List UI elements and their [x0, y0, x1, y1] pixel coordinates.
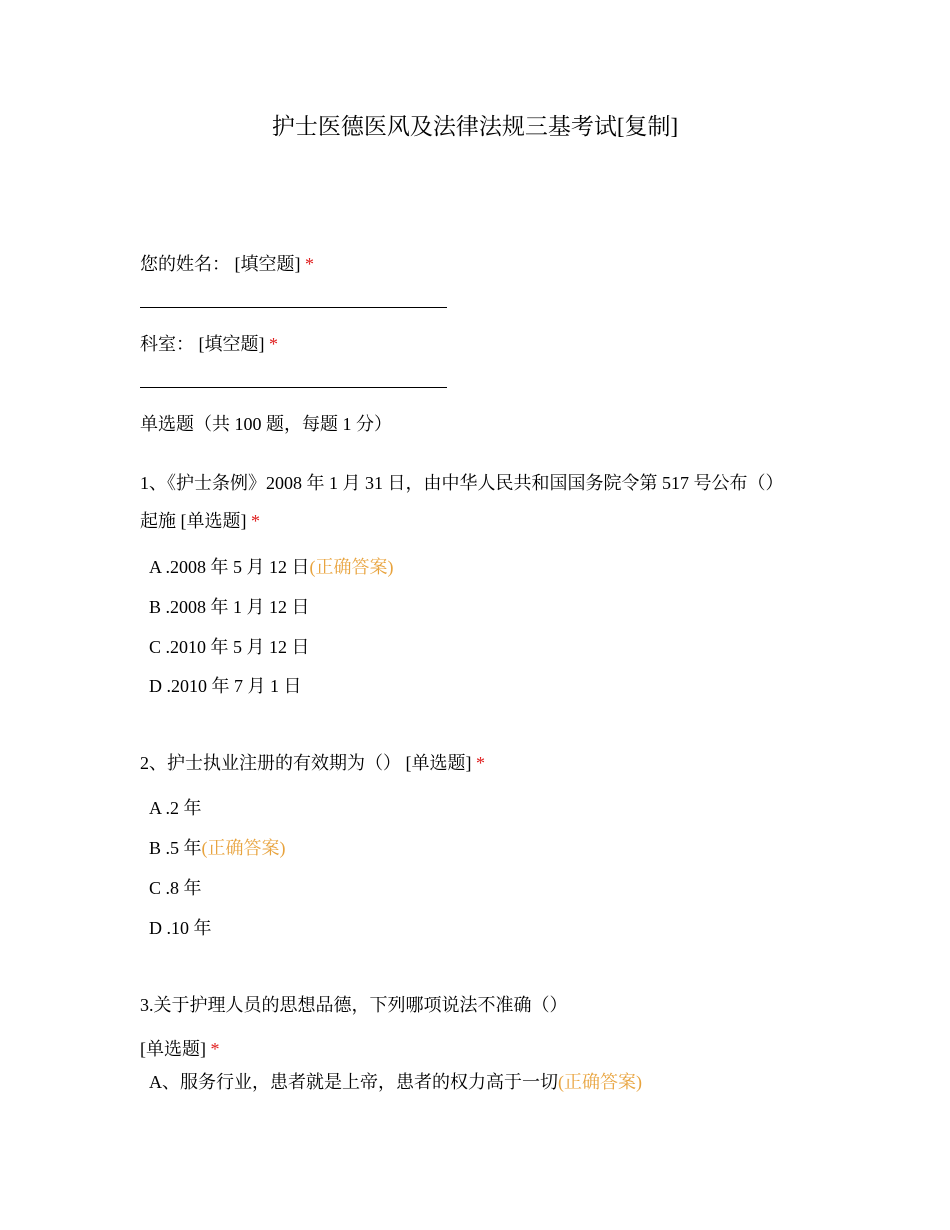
question-1-text-cont: [140, 508, 260, 534]
question-3-type-line: [140, 1036, 220, 1062]
field-dept-label: [140, 331, 278, 357]
field-name-type: [填空题]: [234, 254, 301, 274]
option-text: B .5 年: [149, 838, 202, 858]
question-1-option-c[interactable]: [149, 634, 310, 660]
question-3-option-a[interactable]: [149, 1069, 642, 1095]
question-2-type: [单选题]: [405, 753, 472, 773]
required-mark: *: [269, 334, 278, 354]
correct-answer-tag: (正确答案): [309, 557, 394, 577]
question-3-text: 3.关于护理人员的思想品德，下列哪项说法不准确（）: [140, 995, 568, 1015]
option-text: A .2008 年 5 月 12 日: [149, 557, 310, 577]
option-text: B .2008 年 1 月 12 日: [149, 597, 310, 617]
question-2-option-a[interactable]: [149, 795, 202, 821]
question-1-type: [单选题]: [180, 511, 247, 531]
required-mark: *: [476, 753, 485, 773]
question-3-type: [单选题]: [140, 1039, 206, 1059]
required-mark: *: [251, 511, 260, 531]
question-1-option-d[interactable]: [149, 673, 302, 699]
question-2-option-b[interactable]: [149, 835, 286, 861]
question-1-option-b[interactable]: [149, 594, 310, 620]
page-title: 护士医德医风及法律法规三基考试[复制]: [271, 114, 679, 139]
question-1-option-a[interactable]: [149, 554, 394, 580]
option-text: A .2 年: [149, 798, 202, 818]
correct-answer-tag: (正确答案): [558, 1072, 642, 1092]
question-2-option-c[interactable]: [149, 875, 202, 901]
option-text: D .2010 年 7 月 1 日: [149, 676, 302, 696]
required-mark: *: [305, 254, 314, 274]
field-name-label: [140, 251, 314, 277]
field-dept-type: [填空题]: [198, 334, 265, 354]
option-text: C .8 年: [149, 878, 202, 898]
question-2-text: [140, 750, 485, 776]
option-text: D .10 年: [149, 918, 212, 938]
question-2-option-d[interactable]: [149, 915, 212, 941]
option-text: A、服务行业，患者就是上帝，患者的权力高于一切: [149, 1072, 558, 1092]
option-text: C .2010 年 5 月 12 日: [149, 637, 310, 657]
section-header: 单选题（共 100 题，每题 1 分）: [140, 414, 392, 434]
required-mark: *: [210, 1039, 220, 1059]
question-1-line2: 起施: [140, 511, 176, 531]
dept-input-line[interactable]: [140, 387, 447, 388]
question-2-line1: 2、护士执业注册的有效期为（）: [140, 753, 401, 773]
field-dept-text: 科室：: [140, 334, 194, 354]
correct-answer-tag: (正确答案): [201, 838, 286, 858]
field-name-text: 您的姓名：: [140, 254, 230, 274]
question-1-text: 1、《护士条例》2008 年 1 月 31 日，由中华人民共和国国务院令第 517 号公布（）: [140, 473, 784, 493]
name-input-line[interactable]: [140, 307, 447, 308]
